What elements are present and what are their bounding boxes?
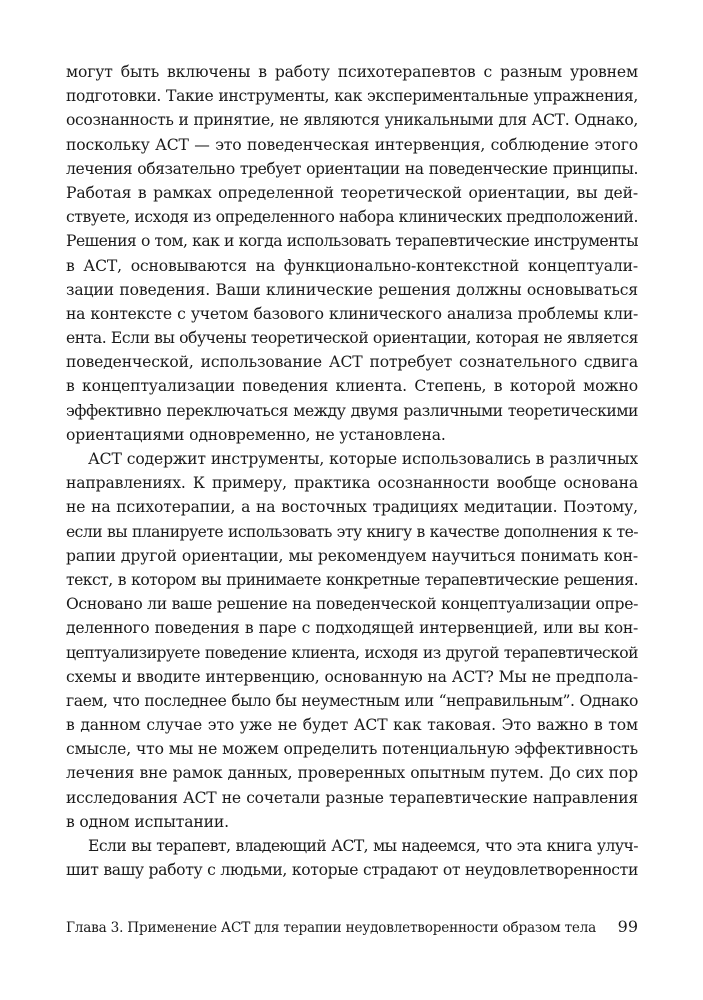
text-line: гаем, что последнее было бы неуместным или “неправильным”. Однако	[66, 691, 638, 710]
text-line: Работая в рамках определенной теоретической ориентации, вы дей-	[66, 183, 638, 202]
text-line: ента. Если вы обучены теоретической ориентации, которая не является	[66, 329, 638, 348]
text-line: в АСТ, основываются на функционально-контекстной концептуали-	[66, 256, 638, 275]
text-line: в одном испытании.	[66, 812, 229, 831]
text-line: направлениях. К примеру, практика осознанности вообще основана	[66, 474, 638, 493]
text-line: не на психотерапии, а на восточных традициях медитации. Поэтому,	[66, 498, 638, 517]
text-line: исследования АСТ не сочетали разные терапевтические направления	[66, 788, 638, 807]
page-footer	[66, 916, 638, 940]
text-line: Основано ли ваше решение на поведенческой концептуализации опре-	[66, 595, 638, 614]
text-line: эффективно переключаться между двумя различными теоретическими	[66, 401, 638, 420]
body-text	[66, 60, 638, 882]
text-line: в данном случае это уже не будет АСТ как таковая. Это важно в том	[66, 716, 638, 735]
text-line: осознанность и принятие, не являются уникальными для АСТ. Однако,	[66, 111, 638, 130]
text-line: лечения обязательно требует ориентации на поведенческие принципы.	[66, 159, 638, 178]
running-head: Глава 3. Применение АСТ для терапии неудовлетворенности образом тела	[66, 920, 597, 936]
text-line: ствуете, исходя из определенного набора клинических предположений.	[66, 208, 638, 227]
text-line: подготовки. Такие инструменты, как экспериментальные упражнения,	[66, 87, 638, 106]
text-line: лечения вне рамок данных, проверенных опытным путем. До сих пор	[66, 764, 638, 783]
paragraph-first-line: Если вы терапевт, владеющий АСТ, мы надеемся, что эта книга улуч-	[88, 837, 638, 855]
text-line: если вы планируете использовать эту книгу в качестве дополнения к те-	[66, 522, 638, 541]
text-line: поведенческой, использование АСТ потребует сознательного сдвига	[66, 353, 638, 372]
paragraph-first-line: АСТ содержит инструменты, которые использовались в различных	[88, 450, 638, 468]
text-line: текст, в котором вы принимаете конкретные терапевтические решения.	[66, 570, 638, 589]
page-number: 99	[617, 917, 638, 936]
text-line: рапии другой ориентации, мы рекомендуем научиться понимать кон-	[66, 546, 638, 565]
text-line: Решения о том, как и когда использовать терапевтические инструменты	[66, 232, 638, 251]
text-line: поскольку АСТ — это поведенческая интервенция, соблюдение этого	[66, 135, 638, 154]
text-line: зации поведения. Ваши клинические решения должны основываться	[66, 280, 638, 299]
text-line: могут быть включены в работу психотерапевтов с разным уровнем	[66, 63, 638, 81]
text-line: схемы и вводите интервенцию, основанную на АСТ? Мы не предпола-	[66, 667, 638, 686]
text-line: в концептуализации поведения клиента. Степень, в которой можно	[66, 377, 638, 396]
text-line: ориентациями одновременно, не установлена.	[66, 425, 446, 444]
text-line: смысле, что мы не можем определить потенциальную эффективность	[66, 740, 638, 759]
text-line: шит вашу работу с людьми, которые страдают от неудовлетворенности	[66, 861, 638, 880]
text-line: цептуализируете поведение клиента, исходя из другой терапевтической	[66, 643, 638, 662]
text-line: деленного поведения в паре с подходящей интервенцией, или вы кон-	[66, 619, 638, 638]
text-line: на контексте с учетом базового клинического анализа проблемы кли-	[66, 304, 638, 323]
